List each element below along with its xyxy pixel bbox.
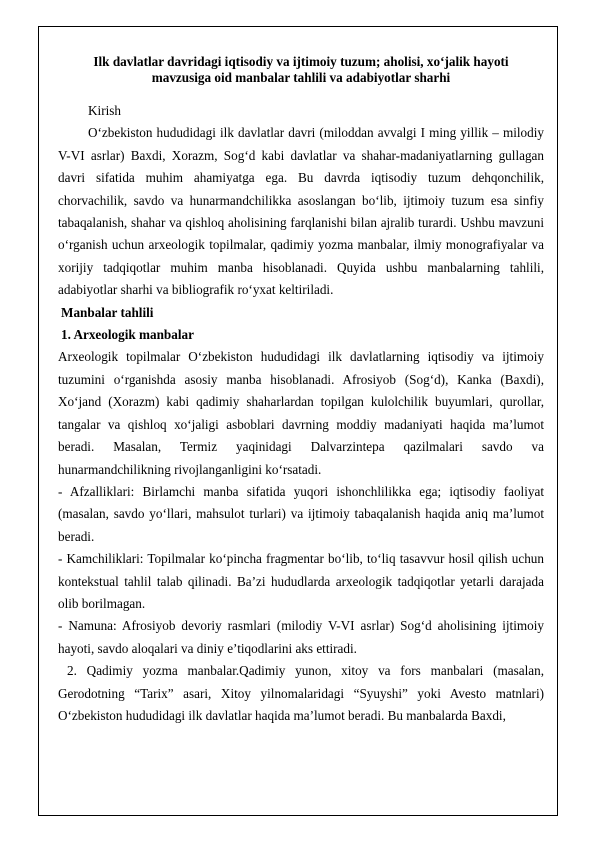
document-page bbox=[58, 54, 544, 727]
kamchiliklari-item: - Kamchiliklari: Topilmalar ko‘pincha fragmentar bo‘lib, to‘liq tasavvur hosil qilish uchun kontekstual tahlil talab qilinadi. Ba’zi hududlarda arxeologik tadqiqotlar yetarli darajada olib borilmagan. bbox=[58, 551, 544, 611]
title-line-1: Ilk davlatlar davridagi iqtisodiy va ijtimoiy tuzum; aholisi, xo‘jalik hayoti bbox=[93, 54, 509, 69]
section2-paragraph: 2. Qadimiy yozma manbalar.Qadimiy yunon, xitoy va fors manbalari (masalan, Gerodotning “Tarix” asari, Xitoy yilnomalaridagi “Syuyshi” yoki Avesto matnlari) O‘zbekiston hududidagi ilk davlatlar haqida ma’lumot beradi. Bu manbalarda Baxdi, bbox=[58, 663, 544, 723]
document-title bbox=[64, 54, 538, 86]
manbalar-heading: Manbalar tahlili bbox=[61, 304, 154, 320]
afzalliklari-item: - Afzalliklari: Birlamchi manba sifatida yuqori ishonchlilikka ega; iqtisodiy faoliyat (masalan, savdo yo‘llari, mahsulot turlari) va ijtimoiy tabaqalanish haqida aniq ma’lumot beradi. bbox=[58, 483, 544, 544]
kirish-heading: Kirish bbox=[88, 103, 121, 118]
section1-heading: 1. Arxeologik manbalar bbox=[61, 327, 194, 343]
namuna-item: - Namuna: Afrosiyob devoriy rasmlari (milodiy V-VI asrlar) Sog‘d aholisining ijtimoiy hayoti, savdo aloqalari va diniy e’tiqodlarini aks ettiradi. bbox=[58, 618, 544, 656]
intro-paragraph: O‘zbekiston hududidagi ilk davlatlar davri (miloddan avvalgi I ming yillik – milodiy V-VI asrlar) Baxdi, Xorazm, Sog‘d kabi davlatlar va shahar-madaniyatlarning gullagan davri sifatida muhim ahamiyatga ega. Bu davrda iqtisodiy tuzum dehqonchilik, chorvachilik, savdo va hunarmandchilikka asoslangan bo‘lib, ijtimoiy tuzum esa sinfiy tabaqalanish, shahar va qishloq aholisining farqlanishi bilan ajralib turardi. Ushbu mavzuni o‘rganish uchun arxeologik topilmalar, qadimiy yozma manbalar, ilmiy monografiyalar va xorijiy tadqiqotlar muhim manba hisoblanadi. Quyida ushbu manbalarning tahlili, adabiyotlar sharhi va bibliografik ro‘yxat keltiriladi. bbox=[58, 125, 544, 298]
title-line-2: mavzusiga oid manbalar tahlili va adabiyotlar sharhi bbox=[151, 70, 451, 85]
section1-paragraph: Arxeologik topilmalar O‘zbekiston hududidagi ilk davlatlarning iqtisodiy va ijtimoiy tuzumini o‘rganishda asosiy manba hisoblanadi. Afrosiyob (Sog‘d), Kanka (Baxdi), Xo‘jand (Xorazm) kabi qadimiy shaharlardan topilgan kulolchilik buyumlari, qurollar, tangalar va qishloq xo‘jaligi asboblari davrning moddiy madaniyati haqida ma’lumot beradi. Masalan, Termiz yaqinidagi Dalvarzintepa qazilmalari savdo va hunarmandchilikning rivojlanganligini ko‘rsatadi. bbox=[58, 349, 544, 477]
